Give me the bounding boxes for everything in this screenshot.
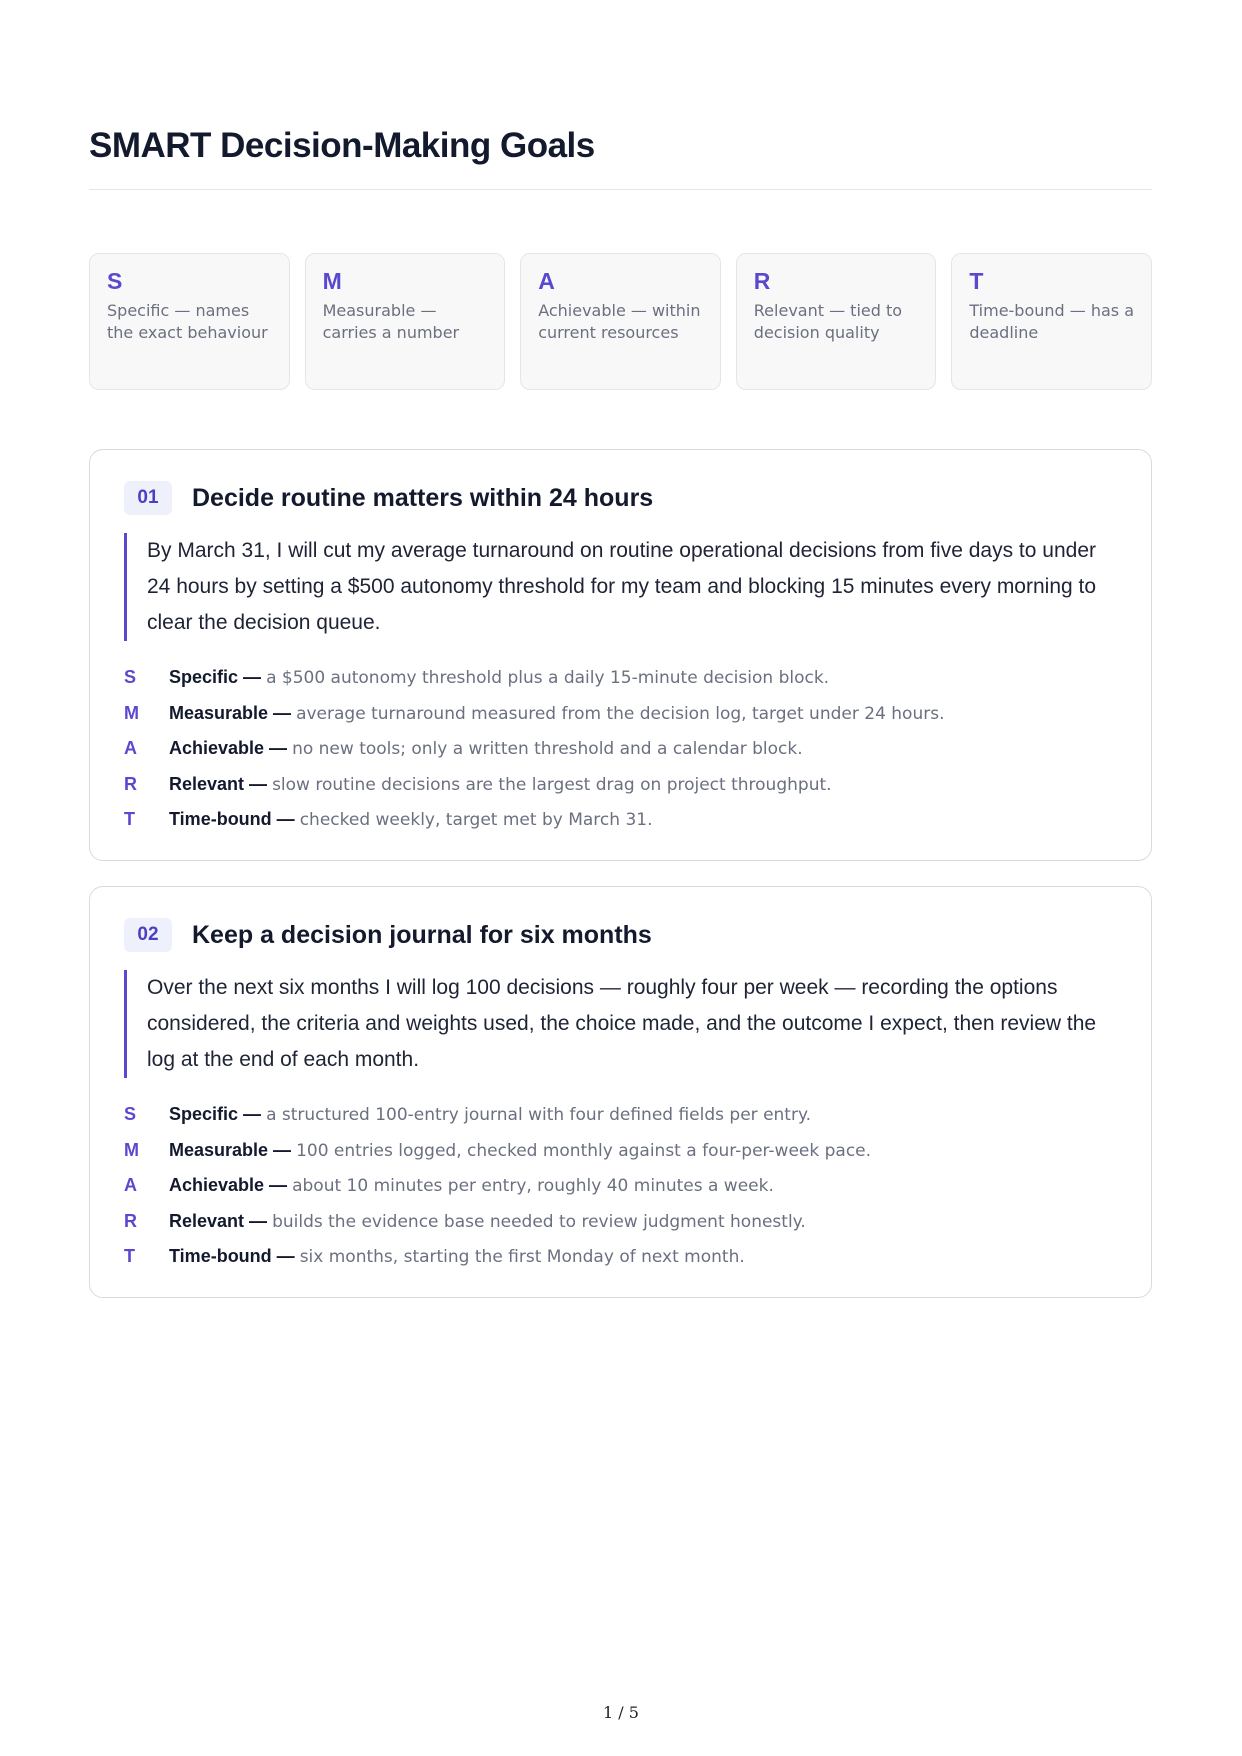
criteria-item-achievable: [124, 1168, 1114, 1204]
criteria-item-relevant: [124, 1204, 1114, 1240]
criteria-letter: T: [124, 809, 135, 829]
page-number: 1 / 5: [603, 1703, 639, 1722]
smart-letter: S: [107, 268, 123, 294]
criteria-name: Time-bound —: [169, 1246, 295, 1266]
criteria-name: Achievable —: [169, 1175, 288, 1195]
goal-number-badge: 02: [124, 918, 172, 952]
page-title: SMART Decision-Making Goals: [89, 126, 595, 165]
criteria-text: slow routine decisions are the largest drag on project throughput.: [272, 774, 832, 795]
criteria-name: Relevant —: [169, 773, 268, 794]
criteria-letter: R: [124, 1210, 137, 1231]
goal-statement: Over the next six months I will log 100 decisions — roughly four per week — recording the options considered, the criteria and weights used, the choice made, and the outcome I expect, then review the log at the end of each month.: [124, 970, 1104, 1078]
smart-card-relevant: [736, 253, 937, 390]
criteria-name: Specific —: [169, 667, 262, 687]
criteria-text: 100 entries logged, checked monthly against a four-per-week pace.: [296, 1140, 872, 1161]
criteria-item-time-bound: [124, 802, 1114, 838]
smart-description: Time-bound — has a deadline: [969, 300, 1135, 342]
smart-letter: M: [322, 268, 342, 294]
criteria-letter: A: [124, 1175, 137, 1195]
criteria-list: [124, 1097, 1114, 1275]
criteria-text: checked weekly, target met by March 31.: [299, 810, 653, 830]
criteria-item-time-bound: [124, 1239, 1114, 1275]
smart-card-specific: [89, 253, 290, 390]
criteria-letter: S: [124, 1104, 137, 1124]
criteria-name: Specific —: [169, 1104, 262, 1124]
goal-title: Keep a decision journal for six months: [192, 920, 652, 949]
criteria-item-measurable: [124, 696, 1114, 732]
criteria-item-achievable: [124, 731, 1114, 767]
smart-description: Specific — names the exact behaviour: [107, 300, 268, 342]
criteria-letter: A: [124, 738, 137, 758]
criteria-item-measurable: [124, 1133, 1114, 1169]
criteria-text: about 10 minutes per entry, roughly 40 minutes a week.: [292, 1176, 774, 1196]
smart-card-achievable: [520, 253, 721, 390]
criteria-item-specific: [124, 660, 1114, 696]
smart-letter: T: [969, 268, 984, 294]
criteria-letter: R: [124, 773, 137, 794]
criteria-name: Achievable —: [169, 738, 288, 758]
title-divider: [89, 189, 1152, 190]
smart-description: Relevant — tied to decision quality: [753, 300, 903, 342]
criteria-text: a $500 autonomy threshold plus a daily 15-minute decision block.: [266, 668, 830, 688]
criteria-text: builds the evidence base needed to review judgment honestly.: [272, 1211, 806, 1232]
goal-header: [124, 481, 653, 515]
goal-card-02: [89, 886, 1152, 1298]
criteria-letter: M: [124, 1139, 139, 1160]
criteria-item-relevant: [124, 767, 1114, 803]
criteria-name: Time-bound —: [169, 809, 295, 829]
criteria-letter: S: [124, 667, 137, 687]
goal-card-01: [89, 449, 1152, 861]
smart-description: Measurable — carries a number: [322, 300, 460, 342]
goal-statement: By March 31, I will cut my average turnaround on routine operational decisions from five days to under 24 hours by setting a $500 autonomy threshold for my team and blocking 15 minutes every morning to clear the decision queue.: [124, 533, 1104, 641]
smart-description: Achievable — within current resources: [538, 300, 701, 342]
criteria-letter: T: [124, 1246, 135, 1266]
criteria-item-specific: [124, 1097, 1114, 1133]
goal-title: Decide routine matters within 24 hours: [192, 483, 654, 512]
criteria-name: Measurable —: [169, 1139, 292, 1160]
criteria-name: Measurable —: [169, 702, 292, 723]
criteria-letter: M: [124, 702, 139, 723]
smart-letter: R: [753, 268, 771, 294]
criteria-text: a structured 100-entry journal with four defined fields per entry.: [266, 1105, 811, 1125]
goal-header: [124, 918, 652, 952]
criteria-text: average turnaround measured from the decision log, target under 24 hours.: [296, 703, 945, 724]
criteria-name: Relevant —: [169, 1210, 268, 1231]
smart-card-time-bound: [951, 253, 1152, 390]
criteria-text: no new tools; only a written threshold and a calendar block.: [292, 739, 803, 759]
criteria-text: six months, starting the first Monday of next month.: [299, 1247, 745, 1267]
smart-card-measurable: [305, 253, 506, 390]
smart-letter: A: [538, 268, 555, 294]
goal-number-badge: 01: [124, 481, 172, 515]
smart-legend: [89, 253, 1152, 390]
criteria-list: [124, 660, 1114, 838]
